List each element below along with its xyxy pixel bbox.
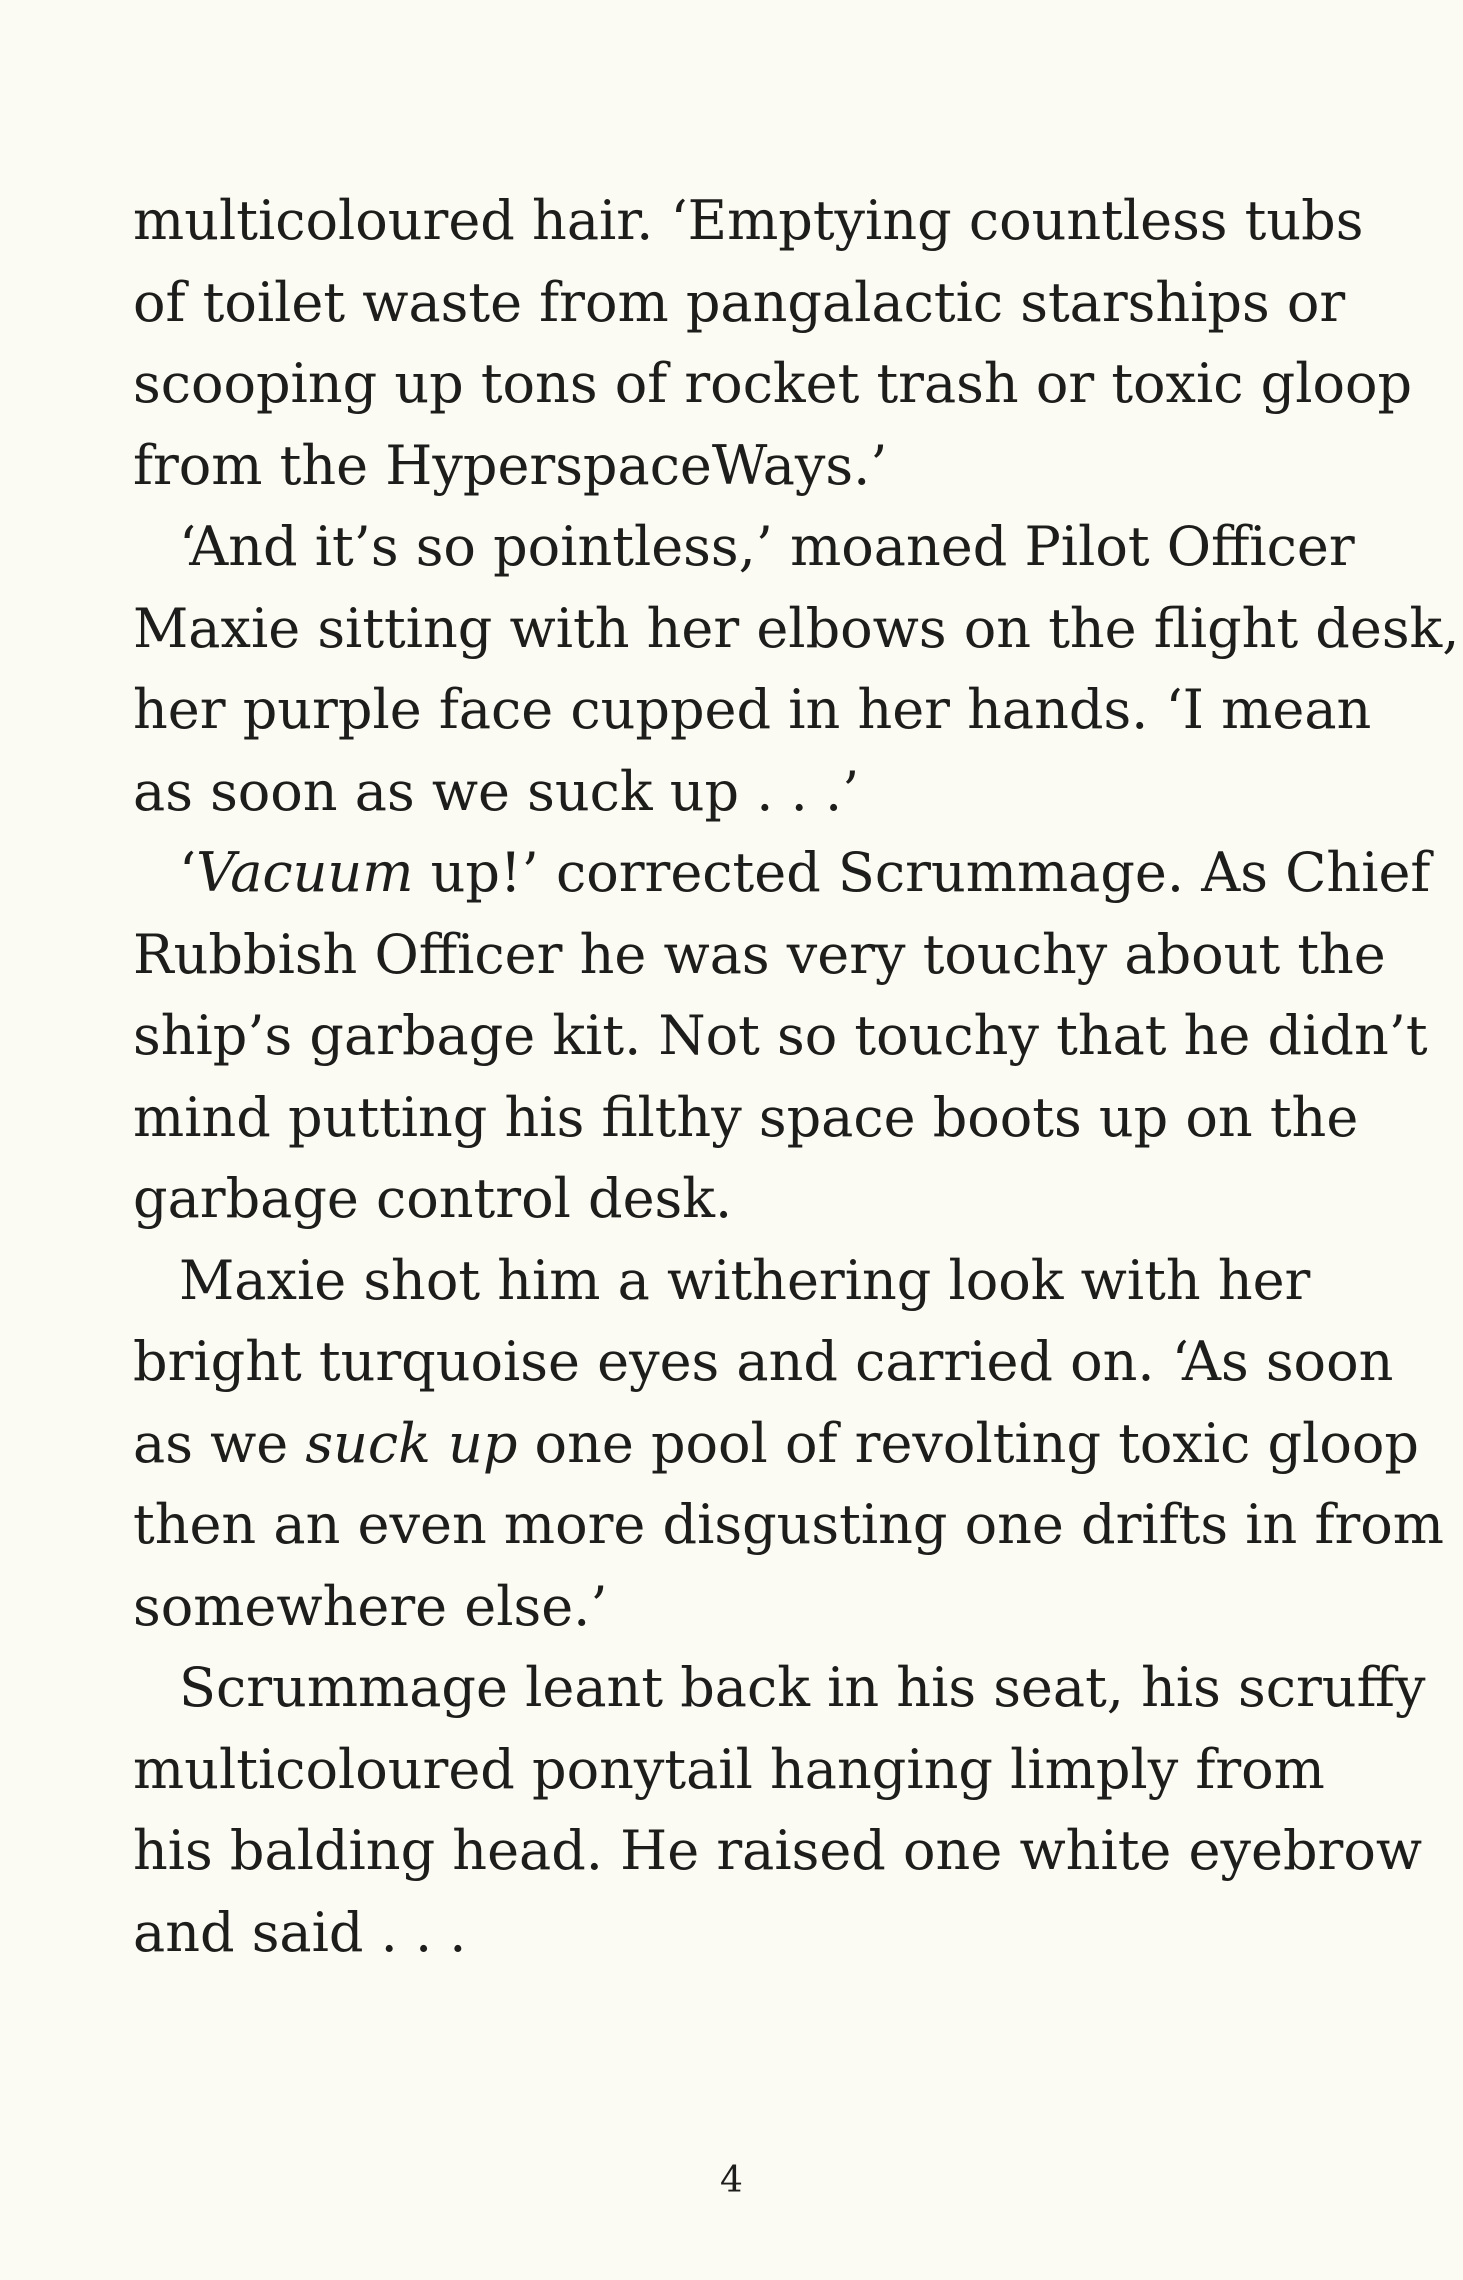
- italic-text: suck up: [305, 1411, 518, 1475]
- text-line: multicoloured ponytail hanging limply from: [133, 1737, 1325, 1801]
- text-line: [133, 832, 1431, 914]
- page-body: [133, 180, 1460, 1973]
- paragraph: [133, 832, 1431, 1240]
- italic-text: Vacuum: [196, 841, 414, 904]
- text-line: ship’s garbage kit. Not so touchy that he didn’t: [133, 1004, 1428, 1067]
- text-line: ‘And it’s so pointless,’ moaned Pilot Officer: [179, 515, 1355, 578]
- text-line: from the HyperspaceWays.’: [133, 433, 888, 497]
- text-run: one pool of revolting toxic gloop: [517, 1411, 1419, 1475]
- text-line: Scrummage leant back in his seat, his scruffy: [179, 1656, 1426, 1719]
- text-line: multicoloured hair. ‘Emptying countless tubs: [133, 189, 1364, 252]
- text-line: and said . . .: [133, 1900, 467, 1964]
- text-line: her purple face cupped in her hands. ‘I mean: [133, 678, 1372, 741]
- paragraph: [133, 1647, 1426, 1973]
- paragraph: [133, 180, 1413, 506]
- text-run: as we: [133, 1411, 306, 1475]
- text-line: Maxie shot him a withering look with her: [179, 1248, 1311, 1312]
- text-line: mind putting his filthy space boots up on the: [133, 1085, 1359, 1149]
- text-line: as soon as we suck up . . .’: [133, 759, 860, 823]
- text-line: Maxie sitting with her elbows on the flight desk,: [133, 596, 1460, 660]
- page-number: 4: [720, 2160, 743, 2201]
- text-line: garbage control desk.: [133, 1167, 733, 1230]
- text-line: somewhere else.’: [133, 1574, 608, 1638]
- text-line: Rubbish Officer he was very touchy about the: [133, 922, 1386, 986]
- text-line: scooping up tons of rocket trash or toxic gloop: [133, 352, 1413, 415]
- text-line: bright turquoise eyes and carried on. ‘As soon: [133, 1330, 1394, 1393]
- text-run: up!’ corrected Scrummage. As Chief: [413, 841, 1431, 904]
- text-line: [133, 1403, 1419, 1485]
- paragraph: [133, 506, 1460, 832]
- text-line: of toilet waste from pangalactic starships or: [133, 270, 1346, 334]
- paragraph: [133, 1240, 1444, 1648]
- text-line: his balding head. He raised one white eyebrow: [133, 1819, 1423, 1882]
- text-run: ‘: [179, 841, 197, 904]
- text-line: then an even more disgusting one drifts in from: [133, 1493, 1444, 1556]
